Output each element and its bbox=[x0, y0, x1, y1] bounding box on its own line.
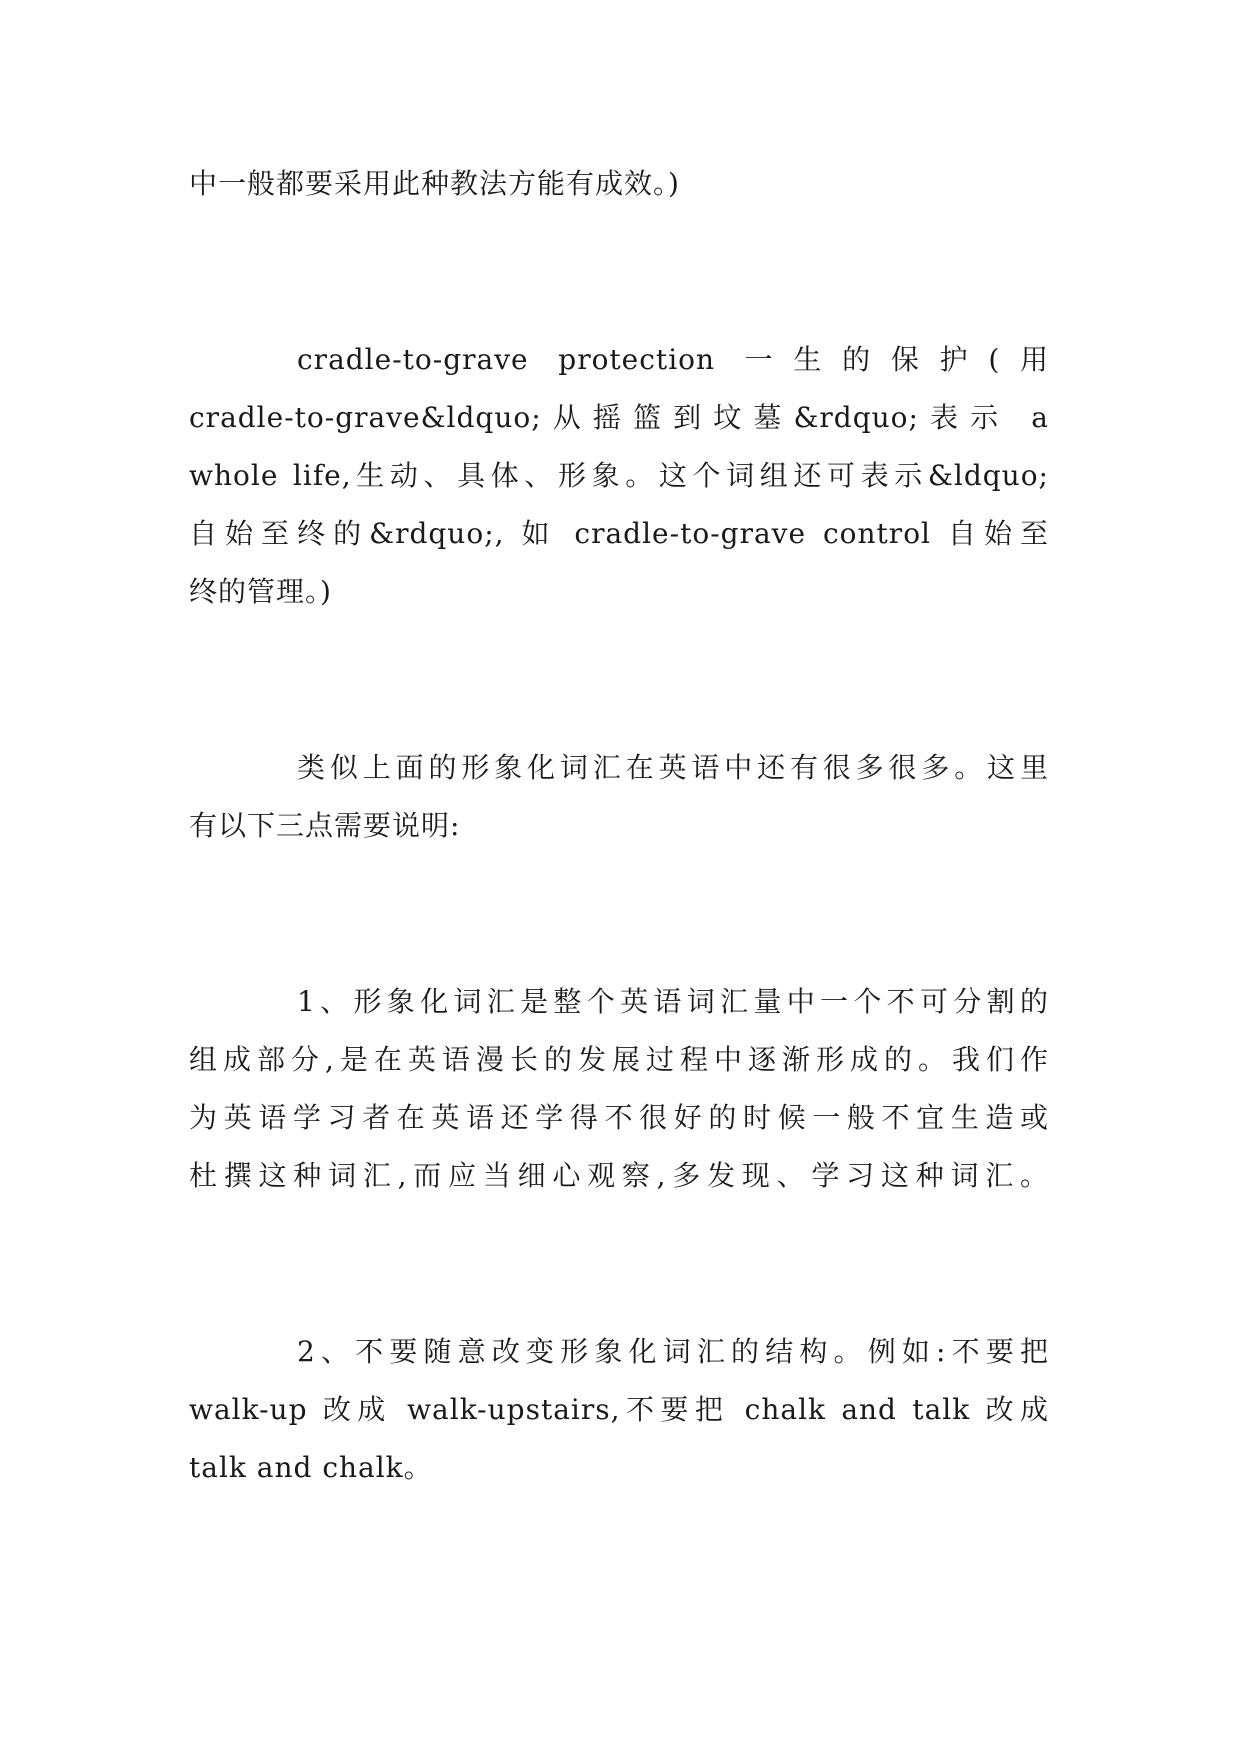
paragraph-line: 1、形象化词汇是整个英语词汇量中一个不可分割的 bbox=[297, 985, 1049, 1018]
paragraph-line: walk-up 改成 walk-upstairs,不要把 chalk and talk 改成 bbox=[189, 1393, 1049, 1426]
paragraph-line: whole life,生动、具体、形象。这个词组还可表示&ldquo; bbox=[189, 459, 1049, 492]
paragraph-line: cradle-to-grave&ldquo;从摇篮到坟墓&rdquo;表示 a bbox=[189, 401, 1049, 434]
paragraph-line: 杜撰这种词汇,而应当细心观察,多发现、学习这种词汇。 bbox=[189, 1159, 1049, 1192]
paragraph-line: 有以下三点需要说明: bbox=[189, 809, 461, 842]
paragraph-line: 终的管理。) bbox=[189, 575, 332, 608]
paragraph-line: 中一般都要采用此种教法方能有成效。) bbox=[189, 167, 680, 200]
paragraph-line: 组成部分,是在英语漫长的发展过程中逐渐形成的。我们作 bbox=[189, 1043, 1049, 1076]
paragraph-line: talk and chalk。 bbox=[189, 1451, 433, 1484]
paragraph-line: 类似上面的形象化词汇在英语中还有很多很多。这里 bbox=[297, 751, 1049, 784]
paragraph-line: 为英语学习者在英语还学得不很好的时候一般不宜生造或 bbox=[189, 1101, 1049, 1134]
paragraph-line: 2、不要随意改变形象化词汇的结构。例如:不要把 bbox=[297, 1335, 1049, 1368]
paragraph-line: 自始至终的&rdquo;, 如 cradle-to-grave control 自始至 bbox=[189, 517, 1049, 550]
paragraph-line: cradle-to-grave protection 一生的保护(用 bbox=[297, 343, 1049, 376]
